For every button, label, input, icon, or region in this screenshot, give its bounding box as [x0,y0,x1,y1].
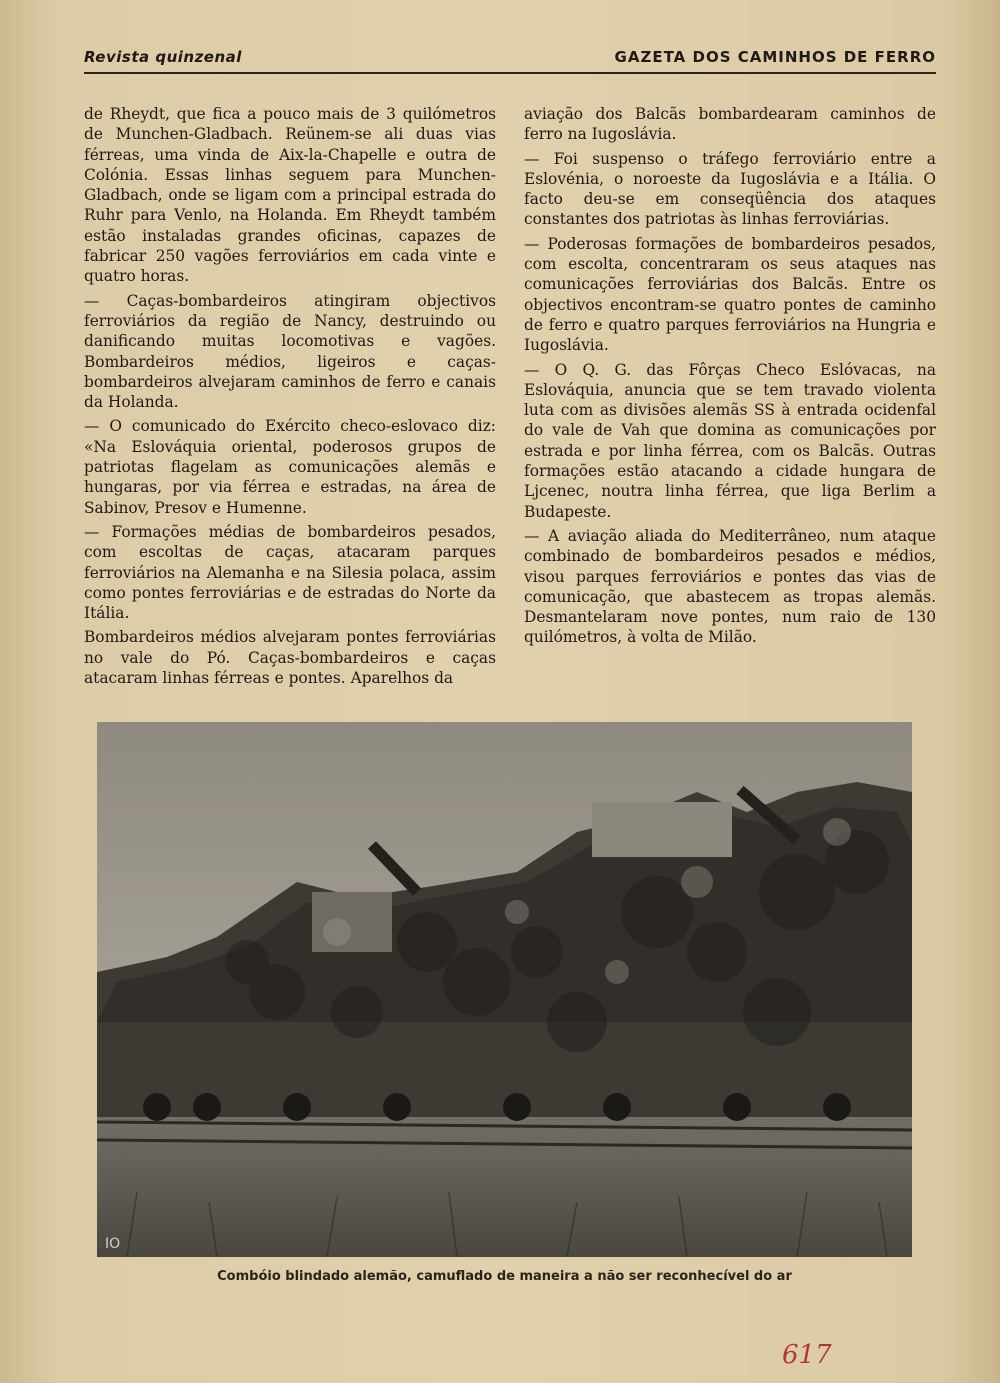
right-column [524,104,936,652]
photo-corner-mark: IO [105,1236,121,1252]
paragraph: de Rheydt, que fica a pouco mais de 3 quilómetros de Munchen-Gladbach. Reünem-se ali duas vias férreas, uma vinda de Aix-la-Chapelle e outra de Colónia. Essas linhas seguem para Munchen-Gladbach, onde se ligam com a principal estrada do Ruhr para Venlo, na Holanda. Em Rheydt também estão instaladas grandes oficinas, capazes de fabricar 250 vagões ferroviários em cada vinte e quatro horas. [84,105,496,286]
armored-train-photo [97,722,912,1257]
paragraph: — A aviação aliada do Mediterrâneo, num ataque combinado de bombardeiros pesados e médios, visou parques ferroviários e pontes das vias de comunicação, que abastecem as tropas alemãs. Desmantelaram nove pontes, num raio de 130 quilómetros, à volta de Milão. [524,526,936,647]
page-number: 617 [782,1340,832,1370]
photo-caption: Combóio blindado alemão, camuflado de maneira a não ser reconhecível do ar [217,1269,792,1284]
paragraph: — Formações médias de bombardeiros pesados, com escoltas de caças, atacaram parques ferroviários na Alemanha e na Silesia polaca, assim como pontes ferroviárias e de estradas do Norte da Itália. [84,522,496,623]
header-magazine-title: GAZETA DOS CAMINHOS DE FERRO [614,48,936,66]
paragraph: — Foi suspenso o tráfego ferroviário entre a Eslovénia, o noroeste da Iugoslávia e a Itália. O facto deu-se em conseqüência dos ataques constantes dos patriotas às linhas ferroviárias. [524,149,936,229]
paragraph: aviação dos Balcãs bombardearam caminhos de ferro na Iugoslávia. [524,105,936,144]
paragraph: — O Q. G. das Fôrças Checo Eslóvacas, na Eslováquia, anuncia que se tem travado violenta luta com as divisões alemãs SS à entrada ocidenfal do vale de Vah que domina as comunicações por estrada e por linha férrea, com os Balcãs. Outras formações estão atacando a cidade hungara de Ljcenec, noutra linha férrea, que liga Berlim a Budapeste. [524,360,936,521]
paragraph: Bombardeiros médios alvejaram pontes ferroviárias no vale do Pó. Caças-bombardeiros e caças atacaram linhas férreas e pontes. Aparelhos da [84,628,496,688]
paragraph: — O comunicado do Exército checo-eslovaco diz: «Na Eslováquia oriental, poderosos grupos de patriotas flagelam as comunicações alemãs e hungaras, por via férrea e estradas, na área de Sabinov, Presov e Humenne. [84,417,496,517]
paragraph: — Poderosas formações de bombardeiros pesados, com escolta, concentraram os seus ataques nas comunicações ferroviárias dos Balcãs. Entre os objectivos encontram-se quatro pontes de caminho de ferro e quatro parques ferroviários na Hungria e Iugoslávia. [524,234,936,355]
running-head [84,48,936,74]
header-periodicity: Revista quinzenal [84,48,242,66]
paragraph: — Caças-bombardeiros atingiram objectivos ferroviários da região de Nancy, destruindo ou danificando muitas locomotivas e vagões. Bombardeiros médios, ligeiros e caças-bombardeiros alvejaram caminhos de ferro e canais da Holanda. [84,291,496,412]
left-column [84,104,496,692]
